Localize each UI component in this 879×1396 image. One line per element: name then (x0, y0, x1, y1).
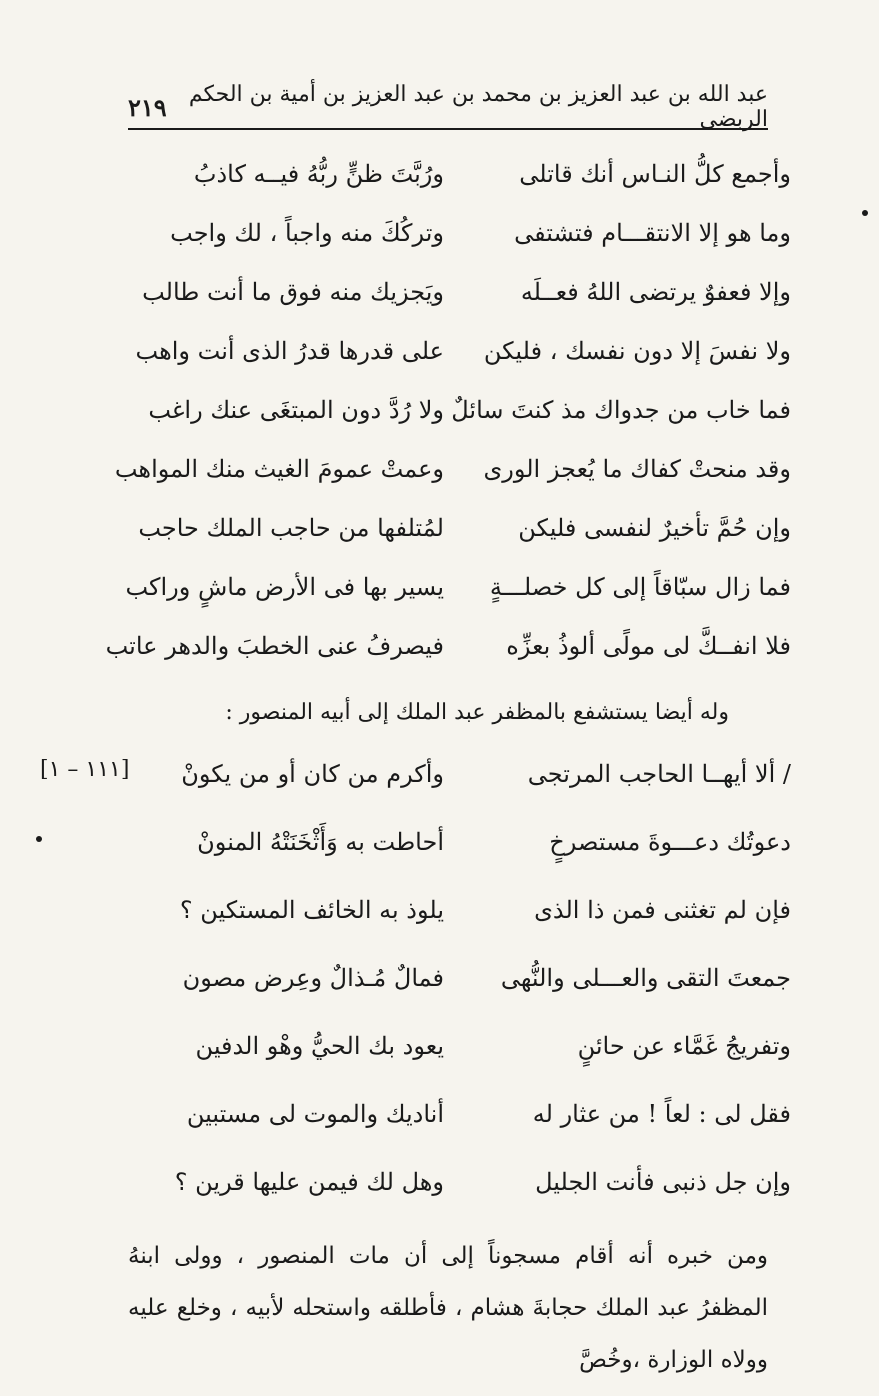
verse-first-hemistich: جمعتَ التقى والعـــلى والنُّهى (500, 964, 791, 992)
verse (0, 573, 879, 623)
verse (0, 455, 879, 505)
prose-paragraph (128, 1230, 768, 1386)
verse-second-hemistich: ويَجزيك منه فوق ما أنت طالب (142, 278, 444, 306)
running-header (128, 82, 768, 132)
prose-text: ومن خبره أنه أقام مسجوناً إلى أن مات المنصور ، وولى ابنهُ المظفرُ عبد الملك حجابةَ هشام ، فأطلقه واستحله لأبيه ، وخلع عليه وولاه الوزارة ،وخُصَّ (128, 1243, 768, 1373)
verse-first-hemistich: فما زال سبّاقاً إلى كل خصلـــةٍ (489, 573, 791, 601)
verse (0, 632, 879, 682)
verse-second-hemistich: أحاطت به وَأَثْخَنَتْهُ المنونْ (197, 828, 444, 856)
verse-second-hemistich: يلوذ به الخائف المستكين ؟ (179, 896, 444, 924)
verse (0, 1100, 879, 1150)
verse (0, 896, 879, 946)
verse (0, 514, 879, 564)
ink-speck (862, 210, 868, 216)
verse (0, 396, 879, 446)
verse-first-hemistich: ولا نفسَ إلا دون نفسك ، فليكن (483, 337, 791, 365)
verse-second-hemistich: وأكرم من كان أو من يكونْ (181, 760, 444, 788)
verse-first-hemistich: وإلا فعفوٌ يرتضى اللهُ فعــلَه (520, 278, 791, 306)
verse-second-hemistich: لمُتلفها من حاجب الملك حاجب (138, 514, 444, 542)
verse-first-hemistich: فإن لم تغثنى فمن ذا الذى (534, 896, 791, 924)
verse (0, 828, 879, 878)
verse (0, 337, 879, 387)
verse-second-hemistich: وهل لك فيمن عليها قرين ؟ (174, 1168, 444, 1196)
running-title: عبد الله بن عبد العزيز بن محمد بن عبد العزيز بن أمية بن الحكم الربضى (188, 82, 768, 132)
verse-first-hemistich: فقل لى : لعاً ! من عثار له (532, 1100, 791, 1128)
verse-first-hemistich: فما خاب من جدواك مذ كنتَ سائلٌ (451, 396, 791, 424)
verse-first-hemistich: وأجمع كلُّ النـاس أنك قاتلى (519, 160, 791, 188)
verse-first-hemistich: دعوتُك دعـــوةَ مستصرخٍ (549, 828, 791, 856)
verse-first-hemistich: / ألا أيهــا الحاجب المرتجى (527, 760, 791, 788)
verse-first-hemistich: وإن جل ذنبى فأنت الجليل (535, 1168, 791, 1196)
poem-intro-line: وله أيضا يستشفع بالمظفر عبد الملك إلى أبيه المنصور : (225, 700, 729, 725)
verse (0, 1168, 879, 1218)
verse (0, 964, 879, 1014)
verse-first-hemistich: وإن حُمَّ تأخيرٌ لنفسى فليكن (518, 514, 791, 542)
ink-speck (36, 836, 42, 842)
verse-second-hemistich: يسير بها فى الأرض ماشٍ وراكب (125, 573, 444, 601)
verse-second-hemistich: ورُبَّتَ ظنٍّ ربُّهُ فيــه كاذبُ (193, 160, 444, 188)
verse-second-hemistich: فيصرفُ عنى الخطبَ والدهر عاتب (105, 632, 444, 660)
verse-first-hemistich: فلا انفــكَّ لى مولًى ألوذُ بعزِّه (506, 632, 791, 660)
verse (0, 160, 879, 210)
verse (0, 278, 879, 328)
verse-second-hemistich: على قدرها قدرُ الذى أنت واهب (135, 337, 444, 365)
verse-second-hemistich: يعود بك الحيُّ وهْو الدفين (195, 1032, 444, 1060)
verse-second-hemistich: وعمتْ عمومَ الغيث منك المواهب (114, 455, 444, 483)
page-number: ٢١٩ (128, 92, 167, 122)
verse-second-hemistich: فمالٌ مُـذالٌ وعِرض مصون (182, 964, 444, 992)
verse-second-hemistich: ولا رُدَّ دون المبتغَى عنك راغب (148, 396, 444, 424)
verse (0, 219, 879, 269)
verse-first-hemistich: وقد منحتْ كفاك ما يُعجز الورى (483, 455, 791, 483)
verse-first-hemistich: وتفريجُ غَمَّاء عن حائنٍ (577, 1032, 791, 1060)
verse-second-hemistich: وتركُكَ منه واجباً ، لك واجب (170, 219, 444, 247)
verse (0, 1032, 879, 1082)
verse-first-hemistich: وما هو إلا الانتقـــام فتشتفى (514, 219, 791, 247)
reference-mark: [١١١ – ١] (40, 757, 130, 782)
verse (0, 760, 879, 810)
verse-second-hemistich: أناديك والموت لى مستبين (186, 1100, 444, 1128)
